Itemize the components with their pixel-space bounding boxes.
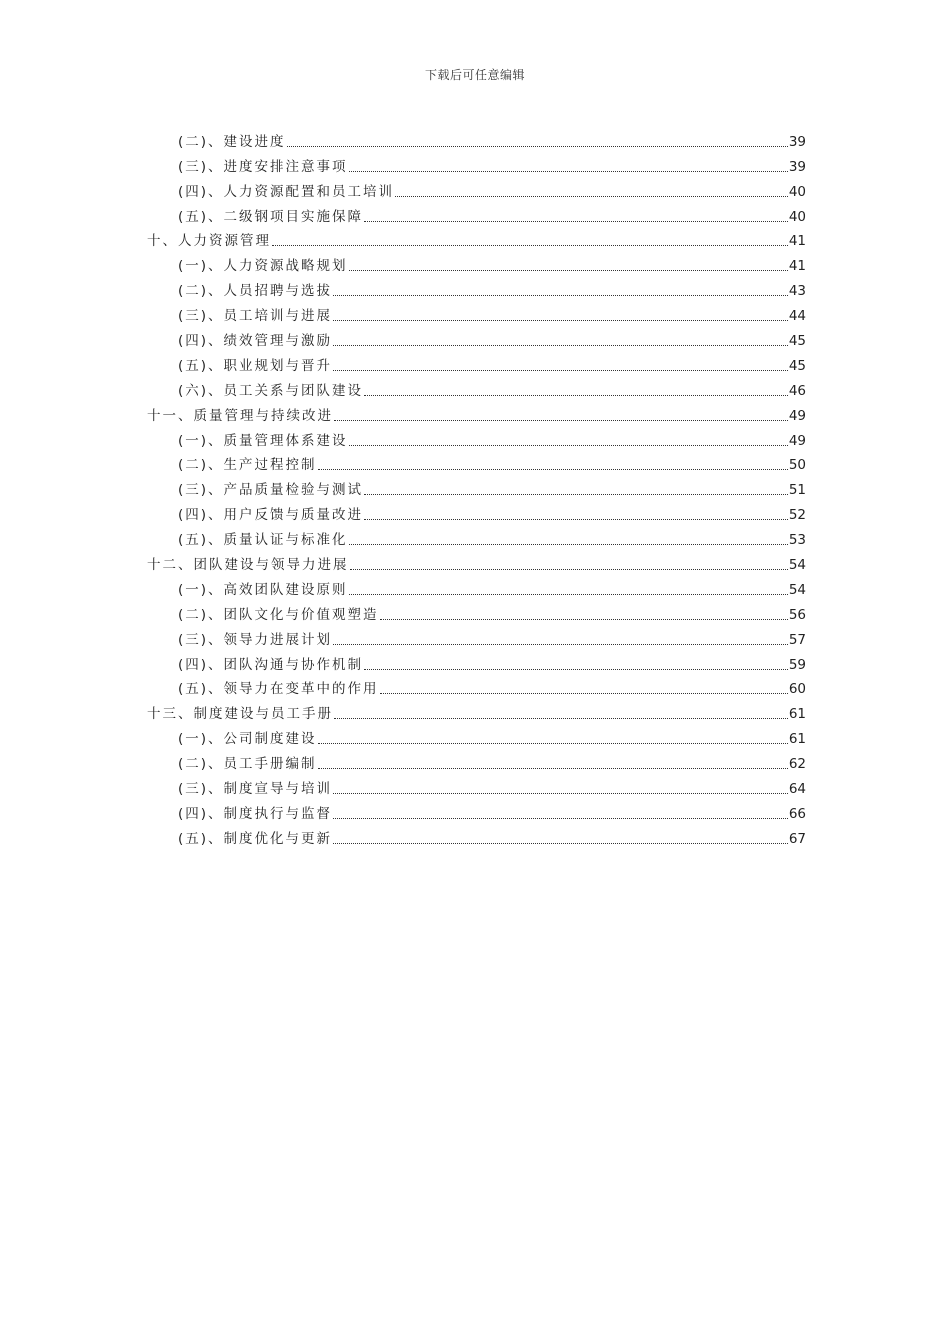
toc-entry-page-number: 49 <box>788 407 806 424</box>
toc-section-entry[interactable] <box>147 274 806 299</box>
toc-entry-title: (一)、高效团队建设原则 <box>178 581 348 598</box>
toc-dot-leader <box>349 431 788 446</box>
toc-entry-title: (五)、职业规划与晋升 <box>178 357 333 374</box>
toc-entry-title: (五)、领导力在变革中的作用 <box>178 681 379 698</box>
toc-entry-page-number: 59 <box>788 656 806 673</box>
toc-dot-leader <box>333 331 788 346</box>
toc-dot-leader <box>272 231 788 246</box>
toc-entry-page-number: 41 <box>788 233 806 250</box>
toc-chapter-entry[interactable] <box>147 399 806 424</box>
toc-entry-title: (一)、人力资源战略规划 <box>178 258 348 275</box>
toc-entry-title: (二)、员工手册编制 <box>178 756 317 773</box>
toc-entry-page-number: 62 <box>788 756 806 773</box>
toc-dot-leader <box>334 406 788 421</box>
toc-entry-title: (二)、团队文化与价值观塑造 <box>178 606 379 623</box>
toc-chapter-entry[interactable] <box>147 697 806 722</box>
toc-dot-leader <box>333 630 788 645</box>
toc-dot-leader <box>318 729 788 744</box>
toc-dot-leader <box>364 381 788 396</box>
toc-entry-title: (一)、质量管理体系建设 <box>178 432 348 449</box>
toc-entry-title: (四)、制度执行与监督 <box>178 805 333 822</box>
toc-section-entry[interactable] <box>147 299 806 324</box>
toc-dot-leader <box>287 132 788 147</box>
toc-section-entry[interactable] <box>147 349 806 374</box>
toc-dot-leader <box>333 306 788 321</box>
toc-section-entry[interactable] <box>147 374 806 399</box>
toc-dot-leader <box>350 555 788 570</box>
toc-entry-page-number: 40 <box>788 183 806 200</box>
toc-entry-title: 十一、质量管理与持续改进 <box>147 407 333 424</box>
toc-dot-leader <box>333 356 788 371</box>
toc-section-entry[interactable] <box>147 200 806 225</box>
toc-section-entry[interactable] <box>147 598 806 623</box>
toc-entry-title: (二)、建设进度 <box>178 133 286 150</box>
toc-section-entry[interactable] <box>147 324 806 349</box>
toc-entry-title: (三)、领导力进展计划 <box>178 631 333 648</box>
toc-dot-leader <box>380 605 788 620</box>
toc-section-entry[interactable] <box>147 523 806 548</box>
toc-dot-leader <box>349 157 788 172</box>
toc-entry-title: (四)、绩效管理与激励 <box>178 333 333 350</box>
toc-dot-leader <box>318 455 788 470</box>
toc-entry-page-number: 52 <box>788 507 806 524</box>
toc-entry-page-number: 50 <box>788 457 806 474</box>
toc-section-entry[interactable] <box>147 772 806 797</box>
toc-chapter-entry[interactable] <box>147 548 806 573</box>
toc-entry-title: (四)、团队沟通与协作机制 <box>178 656 364 673</box>
toc-section-entry[interactable] <box>147 125 806 150</box>
toc-dot-leader <box>395 182 788 197</box>
toc-entry-title: (四)、用户反馈与质量改进 <box>178 507 364 524</box>
toc-chapter-entry[interactable] <box>147 225 806 250</box>
toc-entry-title: 十、人力资源管理 <box>147 233 271 250</box>
toc-section-entry[interactable] <box>147 822 806 847</box>
toc-section-entry[interactable] <box>147 648 806 673</box>
toc-section-entry[interactable] <box>147 498 806 523</box>
toc-dot-leader <box>364 655 788 670</box>
toc-entry-page-number: 44 <box>788 308 806 325</box>
toc-dot-leader <box>349 256 788 271</box>
toc-entry-page-number: 40 <box>788 208 806 225</box>
toc-entry-page-number: 67 <box>788 830 806 847</box>
toc-entry-title: (三)、员工培训与进展 <box>178 308 333 325</box>
toc-entry-page-number: 61 <box>788 731 806 748</box>
toc-dot-leader <box>364 505 788 520</box>
toc-dot-leader <box>364 207 788 222</box>
toc-dot-leader <box>349 580 788 595</box>
table-of-contents <box>147 125 806 847</box>
toc-entry-page-number: 45 <box>788 357 806 374</box>
toc-entry-page-number: 57 <box>788 631 806 648</box>
toc-entry-page-number: 39 <box>788 158 806 175</box>
toc-entry-page-number: 45 <box>788 333 806 350</box>
toc-entry-title: (四)、人力资源配置和员工培训 <box>178 183 395 200</box>
toc-entry-title: (五)、质量认证与标准化 <box>178 532 348 549</box>
toc-dot-leader <box>333 829 788 844</box>
toc-entry-page-number: 39 <box>788 133 806 150</box>
toc-dot-leader <box>333 281 788 296</box>
toc-entry-page-number: 61 <box>788 706 806 723</box>
toc-entry-title: (五)、制度优化与更新 <box>178 830 333 847</box>
toc-entry-page-number: 53 <box>788 532 806 549</box>
toc-entry-page-number: 46 <box>788 382 806 399</box>
toc-entry-page-number: 66 <box>788 805 806 822</box>
toc-entry-title: (三)、进度安排注意事项 <box>178 158 348 175</box>
toc-dot-leader <box>334 704 788 719</box>
toc-entry-title: (二)、生产过程控制 <box>178 457 317 474</box>
toc-entry-page-number: 54 <box>788 581 806 598</box>
toc-dot-leader <box>349 530 788 545</box>
toc-entry-title: (六)、员工关系与团队建设 <box>178 382 364 399</box>
toc-dot-leader <box>318 754 788 769</box>
toc-section-entry[interactable] <box>147 150 806 175</box>
toc-section-entry[interactable] <box>147 673 806 698</box>
toc-section-entry[interactable] <box>147 424 806 449</box>
toc-section-entry[interactable] <box>147 722 806 747</box>
toc-section-entry[interactable] <box>147 747 806 772</box>
toc-entry-title: (三)、产品质量检验与测试 <box>178 482 364 499</box>
toc-section-entry[interactable] <box>147 473 806 498</box>
toc-dot-leader <box>333 779 788 794</box>
toc-entry-page-number: 64 <box>788 781 806 798</box>
toc-entry-page-number: 43 <box>788 283 806 300</box>
toc-dot-leader <box>380 679 788 694</box>
toc-entry-title: (二)、人员招聘与选拔 <box>178 283 333 300</box>
toc-entry-title: 十三、制度建设与员工手册 <box>147 706 333 723</box>
toc-section-entry[interactable] <box>147 175 806 200</box>
toc-section-entry[interactable] <box>147 249 806 274</box>
toc-section-entry[interactable] <box>147 573 806 598</box>
toc-section-entry[interactable] <box>147 623 806 648</box>
page-header: 下载后可任意编辑 <box>424 68 525 82</box>
toc-entry-title: (三)、制度宣导与培训 <box>178 781 333 798</box>
toc-entry-page-number: 51 <box>788 482 806 499</box>
toc-dot-leader <box>364 480 788 495</box>
toc-entry-title: (一)、公司制度建设 <box>178 731 317 748</box>
toc-entry-page-number: 56 <box>788 606 806 623</box>
toc-section-entry[interactable] <box>147 449 806 474</box>
toc-section-entry[interactable] <box>147 797 806 822</box>
toc-entry-page-number: 60 <box>788 681 806 698</box>
toc-entry-title: 十二、团队建设与领导力进展 <box>147 557 349 574</box>
toc-dot-leader <box>333 804 788 819</box>
toc-entry-title: (五)、二级钢项目实施保障 <box>178 208 364 225</box>
toc-entry-page-number: 41 <box>788 258 806 275</box>
toc-entry-page-number: 54 <box>788 557 806 574</box>
toc-entry-page-number: 49 <box>788 432 806 449</box>
